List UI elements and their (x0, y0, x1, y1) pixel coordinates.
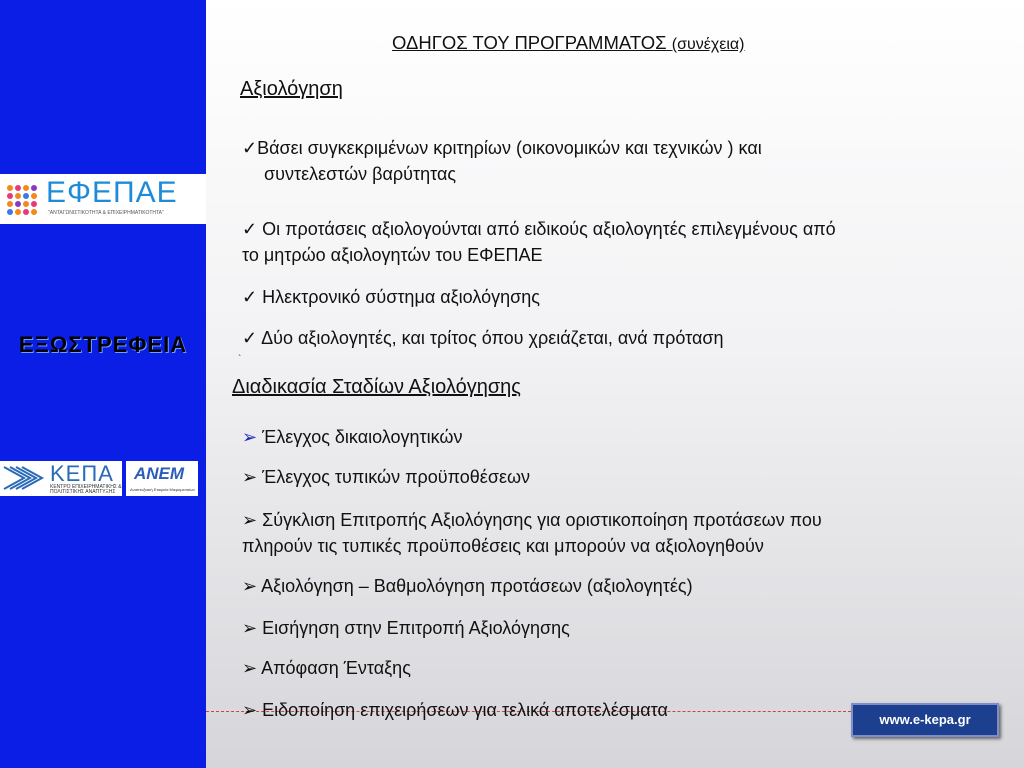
evaluation-item-2-line-2: το μητρώο αξιολογητών του ΕΦΕΠΑΕ (242, 245, 543, 265)
slide-title (392, 32, 745, 54)
arrow-bullet-icon: ➢ (242, 618, 258, 638)
efepae-logo-text: ΕΦΕΠΑΕ (46, 176, 178, 209)
title-text: ΟΔΗΓΟΣ ΤΟΥ ΠΡΟΓΡΑΜΜΑΤΟΣ (392, 32, 667, 53)
evaluation-heading: Αξιολόγηση (240, 78, 343, 100)
anem-logo-subtitle: Αναπτυξιακή Εταιρεία Μικρομεσαίων (130, 487, 196, 492)
efepae-dots-icon (4, 180, 44, 220)
arrow-bullet-icon: ➢ (242, 700, 258, 720)
process-item-6 (242, 655, 411, 681)
arrow-bullet-icon: ➢ (242, 510, 258, 530)
process-item-2 (242, 464, 530, 490)
website-link[interactable]: www.e-kepa.gr (879, 712, 971, 727)
process-heading: Διαδικασία Σταδίων Αξιολόγησης (232, 376, 521, 398)
kepa-stripes-icon (2, 463, 46, 493)
process-item-3-line-1 (242, 507, 822, 533)
efepae-logo-subtitle: "ΑΝΤΑΓΩΝΙΣΤΙΚΟΤΗΤΑ & ΕΠΙΧΕΙΡΗΜΑΤΙΚΟΤΗΤΑ" (48, 210, 164, 216)
evaluation-item-1-line-2: συντελεστών βαρύτητας (264, 164, 457, 184)
evaluation-item-1-line-1: ✓Βάσει συγκεκριμένων κριτηρίων (οικονομικών και τεχνικών ) και (242, 138, 762, 158)
process-item-text: Αξιολόγηση – Βαθμολόγηση προτάσεων (αξιολογητές) (261, 576, 693, 596)
section-label: ΕΞΩΣΤΡΕΦΕΙΑ (18, 332, 188, 357)
arrow-bullet-icon: ➢ (242, 658, 258, 678)
kepa-logo (0, 461, 122, 496)
process-item-1 (242, 424, 462, 450)
process-item-7 (242, 697, 668, 723)
kepa-logo-text: ΚΕΠΑ (50, 461, 114, 486)
stray-mark: ` (238, 354, 242, 365)
process-item-4 (242, 573, 693, 599)
kepa-logo-subtitle: ΚΕΝΤΡΟ ΕΠΙΧΕΙΡΗΜΑΤΙΚΗΣ & ΠΟΛΙΤΙΣΤΙΚΗΣ ΑΝΑΠΤΥΞΗΣ (50, 484, 122, 495)
process-item-3-line-2: πληρούν τις τυπικές προϋποθέσεις και μπορούν να αξιολογηθούν (242, 536, 764, 556)
arrow-bullet-icon: ➢ (242, 576, 258, 596)
arrow-bullet-icon: ➢ (242, 467, 258, 487)
process-item-5 (242, 615, 570, 641)
title-paren: (συνέχεια) (671, 36, 745, 53)
evaluation-item-3: ✓ Ηλεκτρονικό σύστημα αξιολόγησης (242, 287, 540, 307)
website-badge[interactable] (851, 703, 999, 737)
evaluation-item-4: ✓ Δύο αξιολογητές, και τρίτος όπου χρειάζεται, ανά πρόταση (242, 328, 724, 348)
anem-logo (126, 461, 198, 496)
arrow-bullet-icon: ➢ (242, 427, 258, 447)
process-item-text: Έλεγχος δικαιολογητικών (262, 427, 463, 447)
process-item-text: Ειδοποίηση επιχειρήσεων για τελικά αποτελέσματα (262, 700, 668, 720)
process-item-text: Απόφαση Ένταξης (261, 658, 411, 678)
anem-logo-text: ΑΝΕΜ (134, 464, 185, 483)
efepae-logo (0, 174, 206, 224)
process-item-text: Εισήγηση στην Επιτροπή Αξιολόγησης (262, 618, 570, 638)
process-item-text: Σύγκλιση Επιτροπής Αξιολόγησης για οριστικοποίηση προτάσεων που (262, 510, 822, 530)
process-item-text: Έλεγχος τυπικών προϋποθέσεων (262, 467, 531, 487)
evaluation-item-2-line-1: ✓ Οι προτάσεις αξιολογούνται από ειδικούς αξιολογητές επιλεγμένους από (242, 219, 836, 239)
sidebar (0, 0, 206, 768)
